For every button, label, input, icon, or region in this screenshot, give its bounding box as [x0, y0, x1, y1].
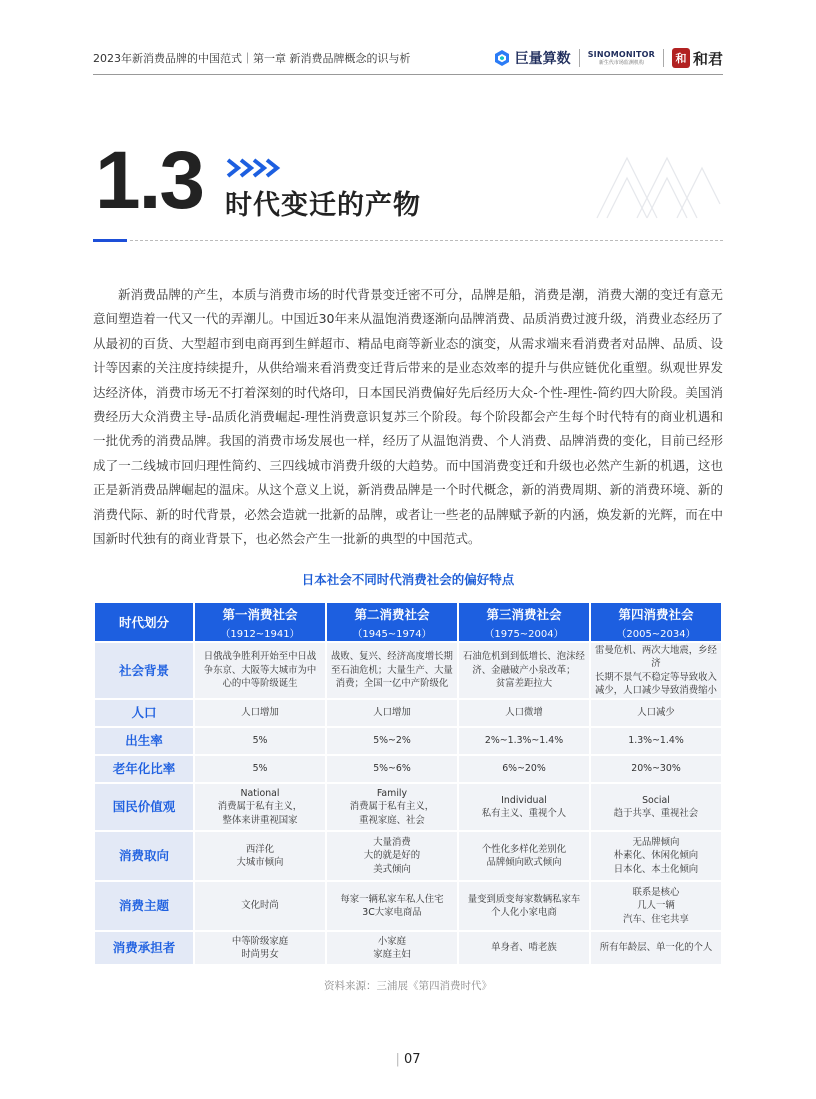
body-paragraph: 新消费品牌的产生，本质与消费市场的时代背景变迁密不可分，品牌是船，消费是潮，消费大潮的变迁有意无意间塑造着一代又一代的弄潮儿。中国近30年来从温饱消费逐渐向品牌消费、品质消费过渡升级，消费业态经历了从最初的百货、大型超市到电商再到生鲜超市、精品电商等新业态的演变，从需求端来看消费者对品牌、品质、设计等因素的关注度持续提升，从供给端来看消费变迁背后带来的是业态效率的提升与供应链优化重塑。纵观世界发达经济体，消费市场无不打着深刻的时代烙印，日本国民消费偏好先后经历大众-个性-理性-简约四大阶段。美国消费经历大众消费主导-品质化消费崛起-理性消费意识复苏三个阶段。每个阶段都会产生每个时代特有的商业机遇和一批优秀的消费品牌。我国的消费市场发展也一样，经历了从温饱消费、个人消费、品牌消费的变化，目前已经形成了一二线城市回归理性简约、三四线城市消费升级的大趋势。而中国消费变迁和升级也必然产生新的机遇，这也正是新消费品牌崛起的温床。从这个意义上说，新消费品牌是一个时代概念，新的消费周期、新的消费环境、新的消费代际、新的时代背景，必然会造就一批新的品牌，或者让一些老的品牌赋予新的内涵，焕发新的光辉，而在中国新时代独有的商业背景下，也必然会产生一批新的典型的中国范式。 — [93, 287, 723, 547]
section-underline — [130, 240, 723, 241]
table-cell: 5% — [195, 756, 325, 782]
sinomonitor-logo-sub: 新生代市场监测机构 — [598, 59, 644, 66]
table-cell: 文化时尚 — [195, 882, 325, 930]
header-divider — [93, 74, 723, 75]
table-header-row — [95, 603, 721, 641]
table-column-header: 第四消费社会 （2005~2034） — [591, 603, 721, 641]
table-row — [95, 756, 721, 782]
hejun-seal-icon: 和 — [672, 48, 690, 68]
decorative-lines — [592, 150, 722, 220]
logo-group — [493, 44, 723, 72]
table-cell: 人口增加 — [195, 700, 325, 726]
table-source: 资料来源：三浦展《第四消费时代》 — [324, 980, 492, 992]
table-row — [95, 700, 721, 726]
table-corner-header: 时代划分 — [95, 603, 193, 641]
table-column-header: 第一消费社会 （1912~1941） — [195, 603, 325, 641]
table-row — [95, 932, 721, 964]
table-column-header: 第三消费社会 （1975~2004） — [459, 603, 589, 641]
table-cell: National 消费属于私有主义， 整体来讲重视国家 — [195, 784, 325, 830]
page-header — [93, 44, 723, 72]
table-cell: 石油危机到到低增长、泡沫经 济、金融破产小泉改革； 贫富差距拉大 — [459, 643, 589, 698]
table-cell: Social 趋于共享、重视社会 — [591, 784, 721, 830]
table-cell: 西洋化 大城市倾向 — [195, 832, 325, 880]
sinomonitor-logo-name: SINOMONITOR — [587, 49, 655, 59]
logo-divider — [579, 49, 580, 67]
table-cell: 5%~6% — [327, 756, 457, 782]
row-header: 消费主题 — [95, 882, 193, 930]
table-cell: 2%~1.3%~1.4% — [459, 728, 589, 754]
table-cell: 中等阶级家庭 时尚男女 — [195, 932, 325, 964]
row-header: 消费取向 — [95, 832, 193, 880]
row-header: 国民价值观 — [95, 784, 193, 830]
row-header: 出生率 — [95, 728, 193, 754]
table-cell: 量变到质变每家数辆私家车 个人化小家电商 — [459, 882, 589, 930]
row-header: 老年化比率 — [95, 756, 193, 782]
hejun-logo — [672, 48, 723, 69]
table-cell: Family 消费属于私有主义， 重视家庭、社会 — [327, 784, 457, 830]
table-cell: 雷曼危机、两次大地震，乡经济 长期不景气不稳定等导致收入 减少，人口减少导致消费缩小 — [591, 643, 721, 698]
row-header: 消费承担者 — [95, 932, 193, 964]
table-column-header: 第二消费社会 （1945~1974） — [327, 603, 457, 641]
table-cell: Individual 私有主义、重视个人 — [459, 784, 589, 830]
page-number-bar: | — [395, 1052, 400, 1067]
table-row — [95, 728, 721, 754]
page-number-value: 07 — [403, 1052, 421, 1067]
table-cell: 小家庭 家庭主妇 — [327, 932, 457, 964]
header-title: 2023年新消费品牌的中国范式｜第一章 新消费品牌概念的识与析 — [93, 52, 411, 65]
section-number: 1.3 — [95, 135, 203, 226]
page-number — [388, 1052, 428, 1067]
table-cell: 个性化多样化差别化 品牌倾向欧式倾向 — [459, 832, 589, 880]
row-header: 人口 — [95, 700, 193, 726]
consumer-society-table — [93, 601, 723, 966]
table-cell: 所有年龄层、单一化的个人 — [591, 932, 721, 964]
table-cell: 单身者、啃老族 — [459, 932, 589, 964]
table-row — [95, 643, 721, 698]
section-underline-accent — [93, 239, 127, 242]
table-cell: 人口减少 — [591, 700, 721, 726]
hejun-logo-text: 和君 — [692, 49, 723, 68]
table-cell: 大量消费 大的就是好的 美式倾向 — [327, 832, 457, 880]
table-row — [95, 784, 721, 830]
logo-divider — [663, 49, 664, 67]
table-cell: 无品牌倾向 朴素化、休闲化倾向 日本化、本土化倾向 — [591, 832, 721, 880]
table-cell: 每家一辆私家车私人住宅 3C大家电商品 — [327, 882, 457, 930]
table-title: 日本社会不同时代消费社会的偏好特点 — [301, 572, 515, 587]
juliang-logo — [493, 48, 571, 68]
table-row — [95, 832, 721, 880]
table-cell: 战败、复兴、经济高度增长期 至石油危机；大量生产、大量 消费；全国一亿中产阶级化 — [327, 643, 457, 698]
row-header: 社会背景 — [95, 643, 193, 698]
table-cell: 人口增加 — [327, 700, 457, 726]
juliang-logo-icon — [493, 49, 511, 67]
table-cell: 20%~30% — [591, 756, 721, 782]
juliang-logo-text: 巨量算数 — [514, 51, 571, 67]
table-cell: 人口微增 — [459, 700, 589, 726]
table-cell: 1.3%~1.4% — [591, 728, 721, 754]
table-cell: 5% — [195, 728, 325, 754]
table-row — [95, 882, 721, 930]
table-cell: 6%~20% — [459, 756, 589, 782]
sinomonitor-logo — [588, 51, 655, 66]
table-cell: 5%~2% — [327, 728, 457, 754]
chevrons-icon — [226, 158, 282, 178]
section-title: 时代变迁的产物 — [225, 190, 421, 221]
table-cell: 日俄战争胜利开始至中日战 争东京、大阪等大城市为中 心的中等阶级诞生 — [195, 643, 325, 698]
table-cell: 联系是核心 几人一辆 汽车、住宅共享 — [591, 882, 721, 930]
